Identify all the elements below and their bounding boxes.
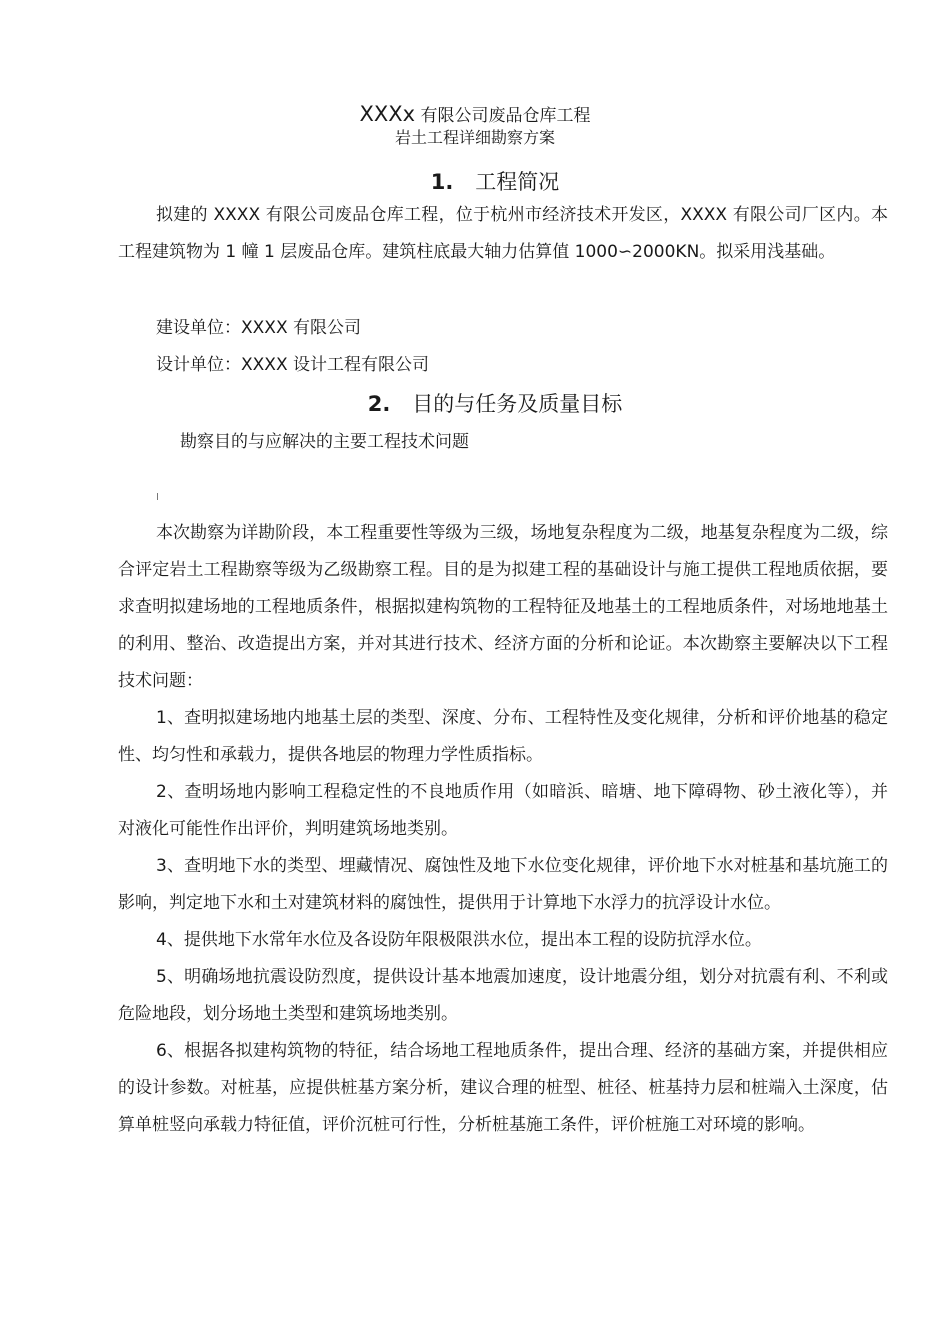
section-2-subheading: 勘察目的与应解决的主要工程技术问题: [180, 432, 469, 452]
list-item: 3、查明地下水的类型、埋藏情况、腐蚀性及地下水位变化规律，评价地下水对桩基和基坑施工的影响，判定地下水和土对建筑材料的腐蚀性，提供用于计算地下水浮力的抗浮设计水位。: [118, 856, 888, 913]
designer-line: 设计单位：XXXX 设计工程有限公司: [156, 355, 429, 375]
list-item: 5、明确场地抗震设防烈度，提供设计基本地震加速度，设计地震分组，划分对抗震有利、不利或危险地段，划分场地土类型和建筑场地类别。: [118, 967, 888, 1024]
cursor-mark: [157, 493, 158, 500]
section-2-title: 目的与任务及质量目标: [412, 392, 623, 416]
document-subtitle: 岩土工程详细勘察方案: [394, 128, 555, 147]
section-1-number: 1.: [430, 170, 454, 194]
list-item: 4、提供地下水常年水位及各设防年限极限洪水位，提出本工程的设防抗浮水位。: [156, 930, 762, 950]
project-overview-paragraph: 拟建的 XXXX 有限公司废品仓库工程，位于杭州市经济技术开发区，XXXX 有限公司厂区内。本工程建筑物为 1 幢 1 层废品仓库。建筑柱底最大轴力估算值 1000∽2000KN。拟采用浅基础。: [118, 205, 888, 262]
builder-line: 建设单位：XXXX 有限公司: [156, 318, 361, 338]
section-2-number: 2.: [367, 392, 391, 416]
list-item: 1、查明拟建场地内地基土层的类型、深度、分布、工程特性及变化规律，分析和评价地基的稳定性、均匀性和承载力，提供各地层的物理力学性质指标。: [118, 708, 888, 765]
section-2-heading: [20, 389, 950, 419]
document-title: [0, 101, 950, 129]
section-1-body: [118, 197, 888, 271]
title-rest: 有限公司废品仓库工程: [415, 106, 591, 126]
title-prefix: XXXx: [359, 102, 416, 126]
list-item: 2、查明场地内影响工程稳定性的不良地质作用（如暗浜、暗塘、地下障碍物、砂土液化等），并对液化可能性作出评价，判明建筑场地类别。: [118, 782, 888, 839]
list-item: 6、根据各拟建构筑物的特征，结合场地工程地质条件，提出合理、经济的基础方案，并提供相应的设计参数。对桩基，应提供桩基方案分析，建议合理的桩型、桩径、桩基持力层和桩端入土深度，估算单桩竖向承载力特征值，评价沉桩可行性，分析桩基施工条件，评价桩施工对环境的影响。: [118, 1041, 888, 1135]
section-1-title: 工程简况: [475, 170, 560, 194]
section-2-body: [118, 515, 888, 1144]
intro-paragraph: 本次勘察为详勘阶段，本工程重要性等级为三级，场地复杂程度为二级，地基复杂程度为二级，综合评定岩土工程勘察等级为乙级勘察工程。目的是为拟建工程的基础设计与施工提供工程地质依据，要求查明拟建场地的工程地质条件，根据拟建构筑物的工程特征及地基土的工程地质条件，对场地地基土的利用、整治、改造提出方案，并对其进行技术、经济方面的分析和论证。本次勘察主要解决以下工程技术问题：: [118, 523, 888, 691]
section-1-heading: [20, 167, 950, 197]
